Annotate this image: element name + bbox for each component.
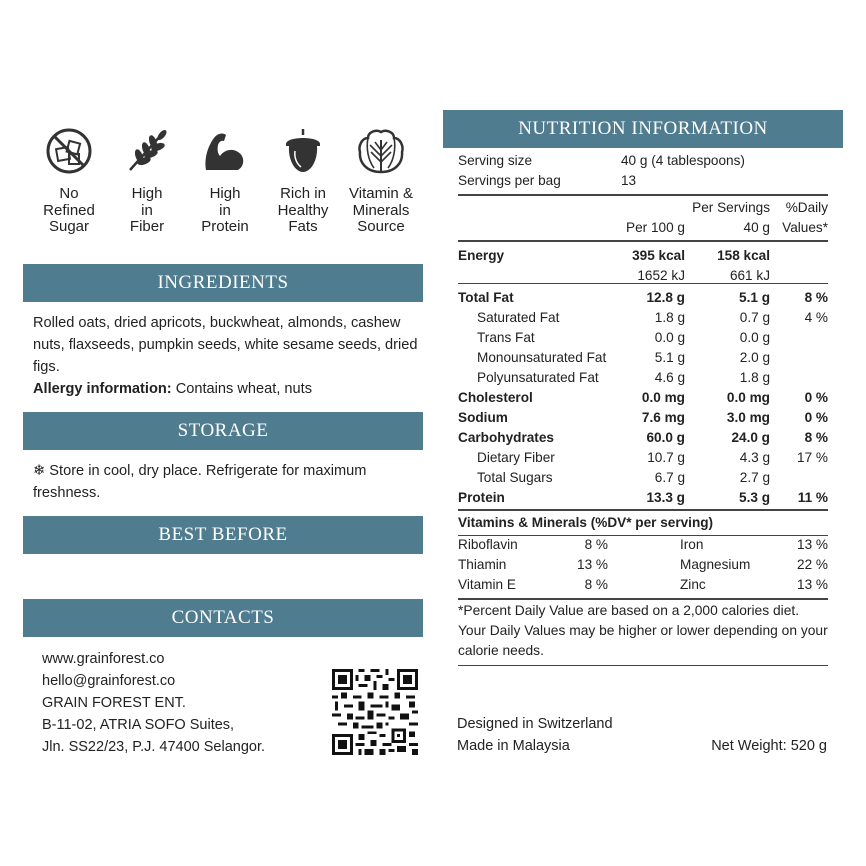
contact-email: hello@grainforest.co xyxy=(42,673,176,689)
vitamin-name: Riboflavin xyxy=(458,537,518,552)
made-in: Made in Malaysia xyxy=(457,738,570,754)
qr-code xyxy=(332,669,418,755)
per100-value: 13.3 g xyxy=(646,490,685,505)
divider xyxy=(458,665,828,666)
storage-text: Store in cool, dry place. Refrigerate for maximum freshness. xyxy=(33,463,367,501)
per-serving-value: 3.0 mg xyxy=(726,410,770,425)
acorn-icon xyxy=(278,126,328,176)
feature-fiber xyxy=(108,126,186,236)
nutrition-row xyxy=(458,428,828,448)
storage-banner: STORAGE xyxy=(23,412,423,450)
per-serving-value: 4.3 g xyxy=(739,450,770,465)
divider xyxy=(458,598,828,600)
dv-value: 8 % xyxy=(804,430,828,445)
allergy-info xyxy=(33,378,423,400)
nutrition-row xyxy=(458,246,828,266)
nutrient-label: Total Sugars xyxy=(477,470,553,485)
feature-label: High in Fiber xyxy=(129,185,165,235)
serving-info xyxy=(458,151,828,191)
vitamin-row xyxy=(458,575,828,595)
ingredients-text-block xyxy=(33,312,423,400)
col-per-serving-top: Per Servings xyxy=(692,200,770,215)
vitamin-name: Thiamin xyxy=(458,557,507,572)
nutrition-row xyxy=(458,388,828,408)
feature-label: Rich in Healthy Fats xyxy=(277,185,329,235)
feature-healthy-fats xyxy=(264,126,342,236)
nutrient-label: Saturated Fat xyxy=(477,310,560,325)
footnote: *Percent Daily Value are based on a 2,000 calories diet. Your Daily Values may be higher or lower depending on your calorie needs. xyxy=(458,603,828,658)
dv-value: 0 % xyxy=(804,390,828,405)
nutrition-row xyxy=(458,308,828,328)
vitamin-name: Magnesium xyxy=(680,557,751,572)
divider xyxy=(458,283,828,284)
servings-value: 13 xyxy=(621,173,637,188)
per100-value: 395 kcal xyxy=(632,248,685,263)
vitamin-name: Iron xyxy=(680,537,704,552)
nutrient-label: Protein xyxy=(458,490,505,505)
contacts-lines xyxy=(42,648,265,758)
per-serving-value: 5.3 g xyxy=(739,490,770,505)
allergy-text: Contains wheat, nuts xyxy=(175,381,313,397)
per-serving-value: 5.1 g xyxy=(739,290,770,305)
nutrition-row xyxy=(458,368,828,388)
serving-size-row xyxy=(458,151,828,171)
designed-in: Designed in Switzerland xyxy=(457,716,613,732)
per100-value: 4.6 g xyxy=(654,370,685,385)
per-serving-value: 0.0 g xyxy=(739,330,770,345)
vitamin-name: Zinc xyxy=(680,577,706,592)
per-serving-value: 0.0 mg xyxy=(726,390,770,405)
per100-value: 5.1 g xyxy=(654,350,685,365)
per100-value: 0.0 mg xyxy=(641,390,685,405)
nutrition-banner: NUTRITION INFORMATION xyxy=(443,110,843,148)
per100-value: 60.0 g xyxy=(646,430,685,445)
contact-address-1: B-11-02, ATRIA SOFO Suites, xyxy=(42,717,235,733)
contact-website: www.grainforest.co xyxy=(42,651,165,667)
nutrition-row xyxy=(458,468,828,488)
dv-value: 17 % xyxy=(797,450,828,465)
serving-size-value: 40 g (4 tablespoons) xyxy=(621,153,745,168)
nutrition-row xyxy=(458,488,828,508)
vitamins-section xyxy=(458,513,828,533)
divider xyxy=(458,194,828,196)
vitamin-dv: 8 % xyxy=(584,537,608,552)
per100-value: 1652 kJ xyxy=(637,268,685,283)
vitamin-row xyxy=(458,555,828,575)
muscle-arm-icon xyxy=(200,126,250,176)
vitamin-row xyxy=(458,535,828,555)
vitamins-table xyxy=(458,535,828,595)
per100-value: 10.7 g xyxy=(647,450,685,465)
ingredients-banner: INGREDIENTS xyxy=(23,264,423,302)
per100-value: 1.8 g xyxy=(654,310,685,325)
col-dv: Values* xyxy=(782,220,828,235)
nutrition-row xyxy=(458,448,828,468)
servings-label: Servings per bag xyxy=(458,173,561,188)
nutrient-label: Carbohydrates xyxy=(458,430,554,445)
feature-label: High in Protein xyxy=(201,185,249,235)
contact-address-2: Jln. SS22/23, P.J. 47400 Selangor. xyxy=(42,739,266,755)
column-header-row-1 xyxy=(458,198,828,218)
wheat-icon xyxy=(122,126,172,176)
per100-value: 6.7 g xyxy=(654,470,685,485)
nutrient-label: Monounsaturated Fat xyxy=(477,350,607,365)
per-serving-value: 158 kcal xyxy=(717,248,770,263)
net-weight: Net Weight: 520 g xyxy=(711,738,827,754)
nutrient-label: Sodium xyxy=(458,410,508,425)
dv-value: 4 % xyxy=(804,310,828,325)
feature-no-sugar xyxy=(30,126,108,236)
nutrition-row xyxy=(458,348,828,368)
nutrient-label: Energy xyxy=(458,248,505,263)
vitamin-dv: 13 % xyxy=(797,577,828,592)
nutrition-table xyxy=(458,246,828,508)
column-headers xyxy=(458,198,828,238)
vitamins-title: Vitamins & Minerals (%DV* per serving) xyxy=(458,515,714,530)
per-serving-value: 0.7 g xyxy=(739,310,770,325)
contact-company: GRAIN FOREST ENT. xyxy=(42,695,186,711)
per100-value: 0.0 g xyxy=(654,330,685,345)
feature-vitamins xyxy=(342,126,420,236)
col-per100: Per 100 g xyxy=(626,220,685,235)
storage-text-block xyxy=(33,460,418,504)
feature-icons xyxy=(30,126,420,236)
column-header-row-2 xyxy=(458,218,828,238)
snowflake-icon: ❄ xyxy=(33,463,46,479)
vitamin-dv: 13 % xyxy=(797,537,828,552)
vitamin-name: Vitamin E xyxy=(458,577,516,592)
nutrition-row xyxy=(458,408,828,428)
dv-value: 8 % xyxy=(804,290,828,305)
nutrient-label: Trans Fat xyxy=(477,330,535,345)
nutrient-label: Polyunsaturated Fat xyxy=(477,370,599,385)
vitamin-dv: 8 % xyxy=(584,577,608,592)
best-before-banner: BEST BEFORE xyxy=(23,516,423,554)
allergy-label: Allergy information: xyxy=(33,381,172,397)
per-serving-value: 2.0 g xyxy=(739,350,770,365)
servings-per-bag-row xyxy=(458,171,828,191)
leafy-greens-icon xyxy=(356,126,406,176)
per-serving-value: 2.7 g xyxy=(739,470,770,485)
contacts-banner: CONTACTS xyxy=(23,599,423,637)
feature-label: Vitamin & Minerals Source xyxy=(349,185,413,235)
per-serving-value: 24.0 g xyxy=(731,430,770,445)
per-serving-value: 1.8 g xyxy=(739,370,770,385)
divider xyxy=(458,509,828,511)
nutrition-row xyxy=(458,328,828,348)
per100-value: 12.8 g xyxy=(646,290,685,305)
vitamin-dv: 13 % xyxy=(577,557,608,572)
vitamin-dv: 22 % xyxy=(797,557,828,572)
nutrition-row xyxy=(458,288,828,308)
per100-value: 7.6 mg xyxy=(641,410,685,425)
col-dv-top: %Daily xyxy=(785,200,828,215)
nutrient-label: Total Fat xyxy=(458,290,514,305)
serving-size-label: Serving size xyxy=(458,153,533,168)
no-sugar-icon xyxy=(44,126,94,176)
nutrient-label: Dietary Fiber xyxy=(477,450,555,465)
feature-protein xyxy=(186,126,264,236)
dv-value: 0 % xyxy=(804,410,828,425)
nutrient-label: Cholesterol xyxy=(458,390,533,405)
ingredients-text: Rolled oats, dried apricots, buckwheat, almonds, cashew nuts, flaxseeds, pumpkin seeds, white sesame seeds, dried figs. xyxy=(33,315,418,375)
col-per-serving: 40 g xyxy=(743,220,770,235)
divider xyxy=(458,240,828,242)
dv-value: 11 % xyxy=(797,490,828,505)
per-serving-value: 661 kJ xyxy=(729,268,770,283)
feature-label: No Refined Sugar xyxy=(43,185,95,235)
